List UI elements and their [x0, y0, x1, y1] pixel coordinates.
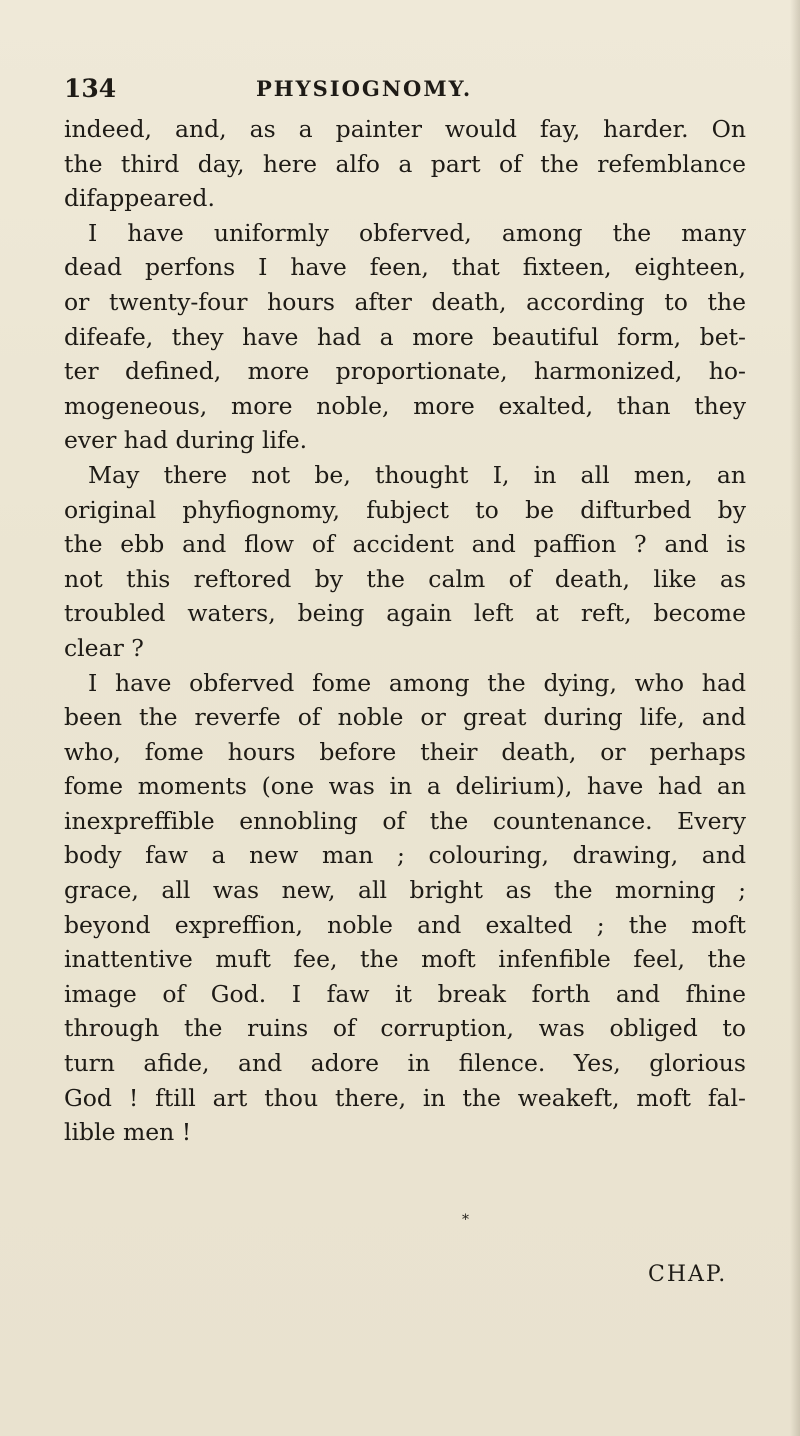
text-line: ter defined, more proportionate, harmonized, ho-: [64, 357, 746, 386]
catchword: CHAP.: [648, 1262, 728, 1287]
text-line: been the reverfe of noble or great during life, and: [64, 703, 746, 732]
text-line: body faw a new man ; colouring, drawing, and: [64, 841, 746, 870]
text-line: fome moments (one was in a delirium), have had an: [64, 772, 746, 801]
text-line: troubled waters, being again left at reft, become: [64, 599, 746, 628]
text-line: inattentive muft fee, the moft infenfible feel, the: [64, 945, 746, 974]
text-line: indeed, and, as a painter would fay, harder. On: [64, 115, 746, 143]
text-line: through the ruins of corruption, was obliged to: [64, 1014, 746, 1043]
text-line: beyond expreffion, noble and exalted ; the moft: [64, 910, 746, 939]
running-head: [64, 74, 744, 114]
text-line: mogeneous, more noble, more exalted, than they: [64, 391, 746, 420]
text-line: inexpreffible ennobling of the countenance. Every: [64, 806, 746, 835]
text-line: image of God. I faw it break forth and fhine: [64, 979, 746, 1008]
text-line: who, fome hours before their death, or perhaps: [64, 737, 746, 766]
text-line: the ebb and flow of accident and paffion ? and is: [64, 530, 746, 559]
page-number: 134: [64, 74, 117, 103]
text-line: grace, all was new, all bright as the morning ;: [64, 876, 746, 905]
text-line: clear ?: [64, 633, 144, 662]
text-line: lible men !: [64, 1118, 192, 1147]
text-line: ever had during life.: [64, 426, 308, 455]
text-line: turn afide, and adore in filence. Yes, glorious: [64, 1049, 746, 1078]
text-line: May there not be, thought I, in all men, an: [88, 460, 746, 489]
text-line: I have uniformly obferved, among the many: [88, 218, 746, 247]
text-line: or twenty-four hours after death, according to the: [64, 287, 746, 316]
signature-mark: *: [462, 1212, 469, 1228]
text-line: the third day, here alfo a part of the refemblance: [64, 149, 746, 178]
text-line: I have obferved fome among the dying, who had: [88, 668, 746, 697]
text-line: dead perfons I have feen, that fixteen, eighteen,: [64, 253, 746, 282]
running-head-title: PHYSIOGNOMY.: [256, 76, 473, 101]
text-line: difeafe, they have had a more beautiful form, bet-: [64, 322, 746, 351]
text-line: God ! ftill art thou there, in the weakeft, moft fal-: [64, 1083, 746, 1112]
text-line: original phyfiognomy, fubject to be difturbed by: [64, 495, 746, 524]
text-line: difappeared.: [64, 184, 215, 213]
text-line: not this reftored by the calm of death, like as: [64, 564, 746, 593]
body-text: [64, 112, 746, 1150]
page-edge-shadow: [790, 0, 800, 1436]
